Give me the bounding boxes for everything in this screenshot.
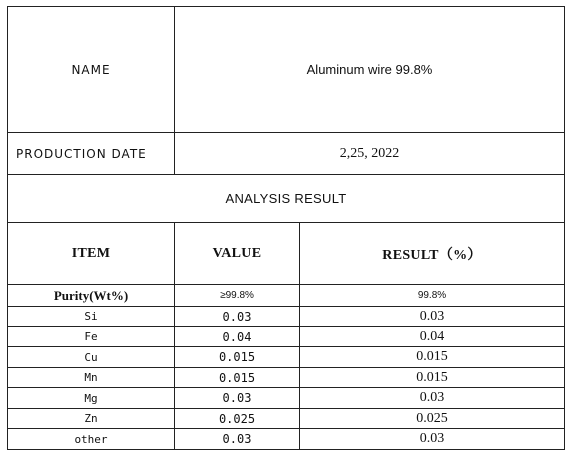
row-item: Fe [8, 327, 175, 347]
row-value: 0.025 [175, 409, 300, 429]
column-header-row [8, 223, 565, 285]
table-row-cu [8, 347, 565, 368]
name-label: NAME [8, 7, 175, 133]
analysis-result-title: ANALYSIS RESULT [8, 175, 565, 223]
row-item: other [8, 429, 175, 450]
row-item: Si [8, 307, 175, 327]
row-result: 99.8% [300, 285, 565, 307]
row-result: 0.015 [300, 347, 565, 368]
row-value: ≥99.8% [175, 285, 300, 307]
row-value: 0.03 [175, 388, 300, 409]
row-result: 0.04 [300, 327, 565, 347]
row-item: Zn [8, 409, 175, 429]
table-row-mg [8, 388, 565, 409]
column-header-result: RESULT（%） [300, 223, 565, 285]
row-item: Cu [8, 347, 175, 368]
table-row-zn [8, 409, 565, 429]
analysis-report-table [7, 6, 565, 450]
row-item: Purity(Wt%) [8, 285, 175, 307]
row-result: 0.03 [300, 307, 565, 327]
row-value: 0.03 [175, 307, 300, 327]
analysis-title-row [8, 175, 565, 223]
row-result: 0.025 [300, 409, 565, 429]
row-value: 0.04 [175, 327, 300, 347]
row-value: 0.015 [175, 368, 300, 388]
row-value: 0.015 [175, 347, 300, 368]
table-row-other [8, 429, 565, 450]
row-item: Mn [8, 368, 175, 388]
row-result: 0.03 [300, 388, 565, 409]
production-date-value: 2,25, 2022 [175, 133, 565, 175]
column-header-item: ITEM [8, 223, 175, 285]
table-row-purity [8, 285, 565, 307]
row-result: 0.015 [300, 368, 565, 388]
row-item: Mg [8, 388, 175, 409]
name-row [8, 7, 565, 133]
table-row-mn [8, 368, 565, 388]
production-date-row [8, 133, 565, 175]
row-result: 0.03 [300, 429, 565, 450]
table-row-fe [8, 327, 565, 347]
table-row-si [8, 307, 565, 327]
column-header-value: VALUE [175, 223, 300, 285]
row-value: 0.03 [175, 429, 300, 450]
name-value: Aluminum wire 99.8% [175, 7, 565, 133]
production-date-label: PRODUCTION DATE [8, 133, 175, 175]
